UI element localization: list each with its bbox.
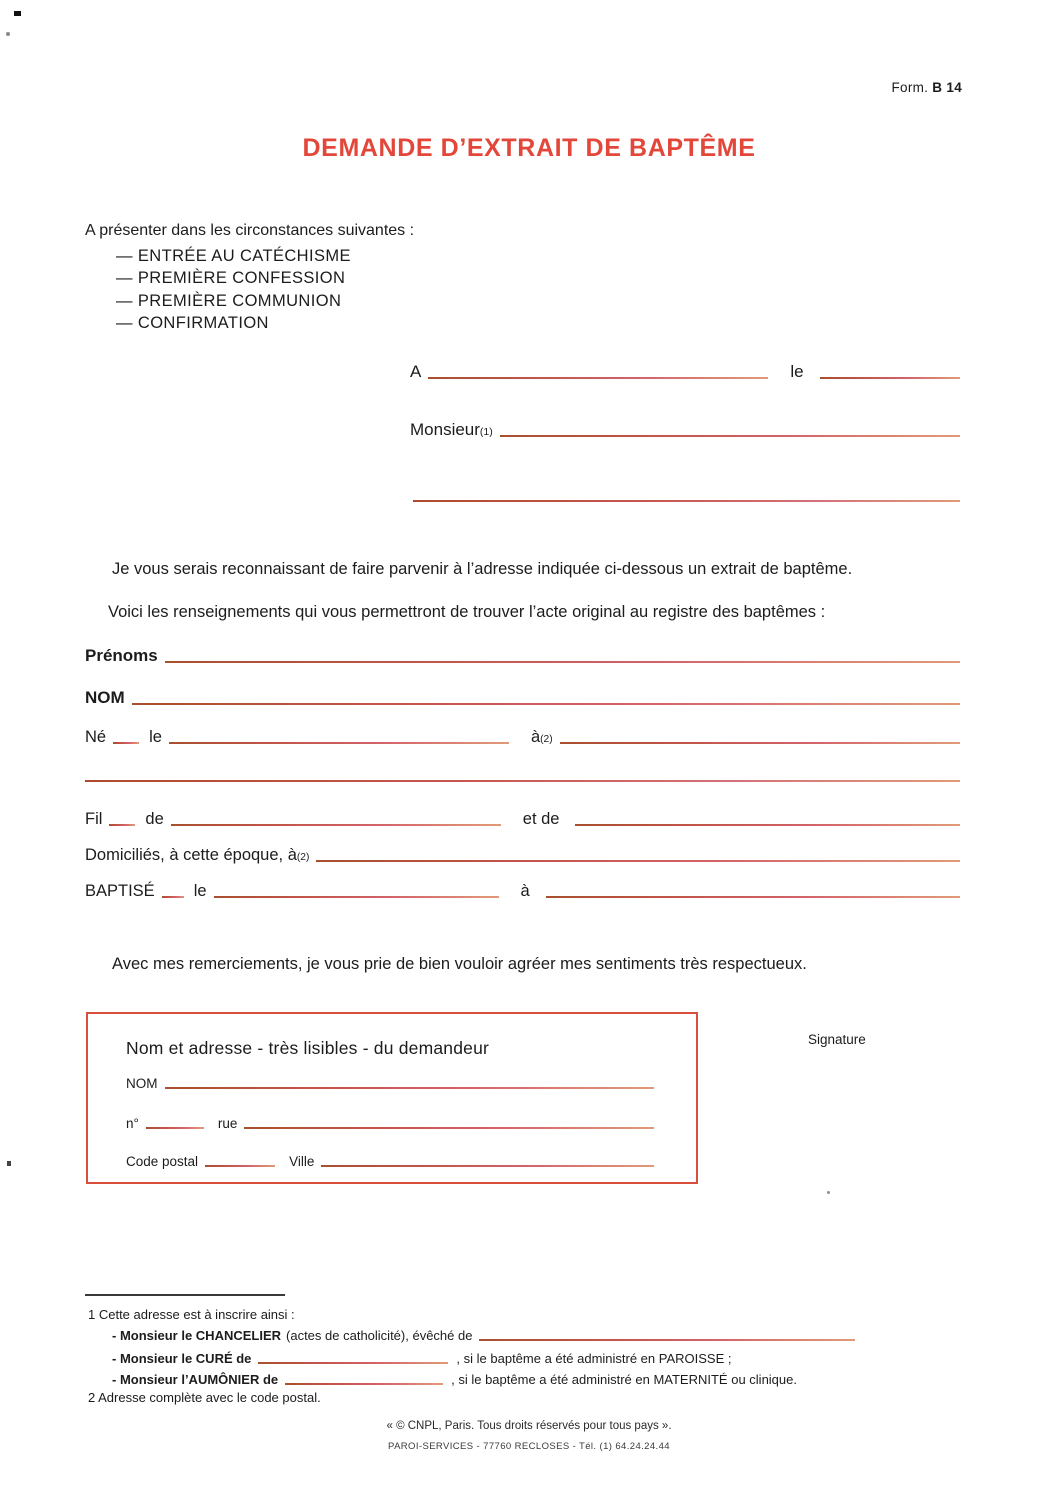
numero-label: n° (126, 1116, 139, 1131)
cure-label: - Monsieur le CURÉ de (112, 1351, 252, 1366)
code-postal-blank (205, 1165, 275, 1167)
baptism-place-blank (546, 896, 960, 898)
fil-gender-blank (109, 824, 135, 826)
birth-place-blank (560, 742, 960, 744)
birth-date-blank (169, 742, 509, 744)
body-paragraph-1: Je vous serais reconnaissant de faire parvenir à l’adresse indiquée ci-dessous un extrait de baptême. (112, 560, 853, 578)
footnote-aumonier-row (112, 1372, 797, 1387)
cure-blank (258, 1362, 448, 1364)
requester-nom-blank (165, 1087, 655, 1089)
scan-speck (7, 1161, 11, 1166)
requester-nom-label: NOM (126, 1076, 158, 1091)
footnote-divider (85, 1294, 285, 1296)
closing-sentence: Avec mes remerciements, je vous prie de bien vouloir agréer mes sentiments très respectueux. (112, 955, 807, 973)
ville-blank (321, 1165, 654, 1167)
prenoms-label: Prénoms (85, 646, 158, 665)
rue-blank (244, 1127, 654, 1129)
domicile-row (85, 846, 960, 865)
place-label: A (410, 362, 422, 381)
scan-speck (6, 32, 10, 36)
circumstances-heading: A présenter dans les circonstances suivantes : (85, 222, 415, 239)
place-blank-line (428, 377, 768, 379)
baptise-label: BAPTISÉ (85, 882, 155, 900)
scan-speck (14, 11, 21, 16)
parents-row (85, 810, 960, 829)
footnote-chancelier-row (112, 1328, 855, 1343)
fil-label: Fil (85, 810, 103, 828)
numero-blank (146, 1127, 204, 1129)
baptise-le-label: le (193, 882, 207, 900)
code-postal-label: Code postal (126, 1154, 199, 1169)
cure-rest: , si le baptême a été administré en PAROISSE ; (456, 1351, 732, 1366)
chancelier-blank (479, 1339, 855, 1341)
copyright-line: « © CNPL, Paris. Tous droits réservés pour tous pays ». (386, 1420, 672, 1432)
requester-box-heading: Nom et adresse - très lisibles - du demandeur (126, 1038, 490, 1058)
footnote-1: 1 Cette adresse est à inscrire ainsi : (88, 1307, 295, 1322)
birth-place-footnote-marker: (2) (540, 734, 553, 745)
form-number-code: B 14 (932, 80, 962, 95)
mother-name-blank (575, 824, 960, 826)
requester-city-row (126, 1154, 654, 1169)
nom-label: NOM (85, 688, 125, 707)
body-paragraph-2: Voici les renseignements qui vous permettront de trouver l’acte original au registre des baptêmes : (108, 603, 826, 621)
fil-de-label: de (145, 810, 164, 828)
circumstance-item: — PREMIÈRE COMMUNION (116, 291, 342, 310)
nom-row (85, 688, 960, 708)
domicile-blank (316, 860, 960, 862)
birth-place-blank-2 (85, 780, 960, 782)
ne-gender-blank (113, 742, 139, 744)
requester-box (86, 1012, 698, 1184)
page-title: DEMANDE D’EXTRAIT DE BAPTÊME (302, 134, 756, 162)
footnote-2: 2 Adresse complète avec le code postal. (88, 1390, 321, 1405)
rue-label: rue (217, 1116, 238, 1131)
recipient-row (410, 420, 960, 440)
aumonier-label: - Monsieur l’AUMÔNIER de (112, 1372, 279, 1387)
signature-label: Signature (808, 1032, 866, 1047)
recipient-footnote-marker: (1) (479, 426, 493, 438)
ville-label: Ville (289, 1154, 315, 1169)
circumstance-item: — ENTRÉE AU CATÉCHISME (116, 247, 351, 265)
circumstance-item: — CONFIRMATION (116, 313, 269, 332)
et-de-label: et de (522, 810, 560, 828)
baptise-a-label: à (520, 882, 530, 900)
footnote-cure-row (112, 1351, 731, 1366)
aumonier-rest: , si le baptême a été administré en MATERNITÉ ou clinique. (451, 1372, 797, 1387)
chancelier-label: - Monsieur le CHANCELIER (112, 1328, 282, 1343)
ne-le-label: le (149, 728, 162, 746)
circumstances-list (116, 245, 351, 334)
recipient-blank-line (500, 435, 960, 437)
birth-row (85, 728, 960, 747)
prenoms-blank-line (165, 661, 960, 663)
date-blank-line (820, 377, 960, 379)
domicilies-label: Domiciliés, à cette époque, à (85, 846, 297, 864)
baptism-row (85, 882, 960, 901)
baptism-date-blank (214, 896, 499, 898)
prenoms-row (85, 646, 960, 666)
birth-place-label: à (530, 728, 541, 746)
requester-nom-row (126, 1076, 654, 1091)
nom-blank-line (132, 703, 960, 705)
form-number-prefix: Form. (891, 80, 929, 95)
aumonier-blank (285, 1383, 443, 1385)
recipient-label: Monsieur (410, 420, 480, 439)
father-name-blank (171, 824, 501, 826)
ne-label: Né (85, 728, 107, 746)
recipient-blank-line-2 (413, 500, 960, 502)
chancelier-rest: (actes de catholicité), évêché de (286, 1328, 473, 1343)
place-date-row (410, 362, 960, 382)
baptise-gender-blank (162, 896, 184, 898)
printer-credit-line: PAROI-SERVICES - 77760 RECLOSES - Tél. (1) 64.24.24.44 (388, 1441, 670, 1452)
date-label: le (790, 362, 804, 381)
form-number (891, 80, 962, 95)
scan-speck (827, 1191, 830, 1194)
requester-street-row (126, 1116, 654, 1131)
domicile-footnote-marker: (2) (296, 852, 310, 863)
circumstance-item: — PREMIÈRE CONFESSION (116, 269, 346, 288)
